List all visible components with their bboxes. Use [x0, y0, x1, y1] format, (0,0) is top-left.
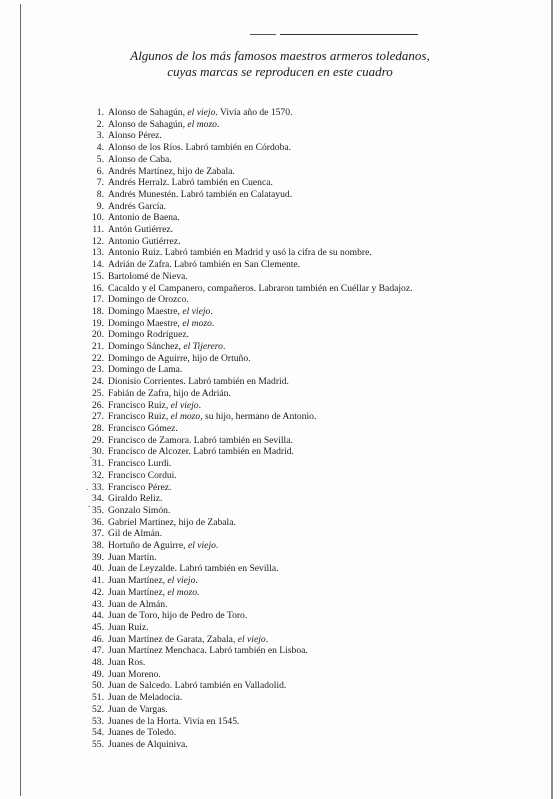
item-number: 32.	[92, 469, 104, 481]
item-text	[108, 353, 438, 365]
item-text	[108, 517, 438, 529]
item-epithet: el mozo	[187, 118, 217, 130]
item-text	[108, 119, 438, 131]
item-main-text: Juan Martínez Menchaca. Labró también en Lisboa.	[108, 645, 308, 657]
item-number: 42.	[92, 586, 104, 598]
item-main-text: Juan Martín.	[108, 551, 157, 563]
item-number: 27.	[92, 411, 104, 423]
list-item	[78, 212, 438, 224]
item-main-text: Cacaldo y el Campanero, compañeros. Labraron también en Cuéllar y Badajoz.	[108, 282, 413, 294]
item-main-text: Alonso de Sahagún,	[108, 107, 188, 118]
item-main-text: Fabián de Zafra, hijo de Adrián.	[108, 387, 231, 399]
item-text	[108, 482, 438, 494]
list-item	[78, 353, 438, 365]
item-main-text: Alonso Pérez.	[108, 130, 162, 142]
item-main-text: Gabriel Martínez, hijo de Zabala.	[108, 516, 236, 528]
top-rule	[280, 34, 418, 35]
item-epithet: el viejo	[187, 540, 216, 552]
item-text	[108, 364, 438, 376]
list-item	[78, 517, 438, 529]
list-item	[78, 154, 438, 166]
item-number: 8.	[96, 188, 104, 200]
item-number: 7.	[96, 177, 104, 189]
item-rest-text: .	[222, 341, 226, 353]
item-text	[108, 680, 438, 692]
list-item	[78, 411, 438, 423]
item-text	[108, 446, 438, 458]
item-main-text: Domingo de Aguirre, hijo de Ortuño.	[108, 352, 251, 364]
list-item	[78, 294, 438, 306]
item-text	[108, 423, 438, 435]
item-main-text: Gil de Almán.	[108, 528, 163, 540]
item-number: 34.	[92, 493, 104, 505]
item-number: 44.	[92, 610, 104, 622]
item-text	[108, 622, 438, 634]
document-heading	[60, 48, 500, 80]
list-item	[78, 306, 438, 318]
item-number: 1.	[96, 107, 104, 118]
item-number: 11.	[92, 224, 104, 236]
list-item	[78, 189, 438, 201]
item-text	[108, 388, 438, 400]
list-item	[78, 704, 438, 716]
item-main-text: Juan Ruiz.	[108, 621, 149, 633]
item-number: 39.	[92, 551, 104, 563]
item-main-text: Juan Moreno.	[108, 668, 161, 680]
item-main-text: Antonio de Baena.	[108, 212, 180, 224]
item-number: 18.	[92, 305, 104, 317]
heading-line-2: cuyas marcas se reproducen en este cuadro	[167, 64, 393, 79]
item-text	[108, 107, 438, 119]
item-text	[108, 645, 438, 657]
list-item	[78, 669, 438, 681]
item-rest-text: . Vivía año de 1570.	[215, 107, 293, 118]
list-item	[78, 130, 438, 142]
item-number: 31.	[92, 458, 104, 470]
item-main-text: Antonio Gutiérrez.	[108, 235, 181, 247]
item-text	[108, 411, 438, 423]
item-number: 35.	[92, 504, 104, 516]
item-number: 55.	[92, 738, 104, 750]
item-number: 2.	[96, 118, 104, 130]
item-number: 41.	[92, 575, 104, 587]
page-left-edge	[20, 4, 21, 796]
item-main-text: Andrés García.	[108, 200, 167, 212]
item-main-text: Juan de Leyzalde. Labró también en Sevilla.	[108, 563, 279, 575]
item-number: 10.	[92, 212, 104, 224]
item-text	[108, 201, 438, 213]
item-main-text: Antón Gutiérrez.	[108, 224, 174, 236]
item-text	[108, 224, 438, 236]
item-epithet: el Tijerero	[183, 341, 223, 353]
item-epithet: el viejo	[237, 633, 266, 645]
item-number: 6.	[96, 165, 104, 177]
item-text	[108, 599, 438, 611]
item-main-text: Juan Martínez,	[108, 575, 168, 587]
item-number: 33.	[92, 481, 104, 493]
list-item	[78, 107, 438, 119]
item-main-text: Francisco Cordui.	[108, 469, 177, 481]
item-text	[108, 669, 438, 681]
item-text	[108, 189, 438, 201]
item-main-text: Alonso de los Ríos. Labró también en Córdoba.	[108, 142, 292, 154]
list-item	[78, 680, 438, 692]
list-item	[78, 423, 438, 435]
list-item	[78, 201, 438, 213]
item-number: 29.	[92, 434, 104, 446]
list-item	[78, 283, 438, 295]
item-rest-text: .	[265, 633, 269, 645]
item-text	[108, 528, 438, 540]
item-text	[108, 236, 438, 248]
scan-speck	[90, 457, 92, 458]
item-text	[108, 294, 438, 306]
item-text	[108, 610, 438, 622]
list-item	[78, 716, 438, 728]
item-text	[108, 563, 438, 575]
item-main-text: Francisco Ruiz,	[108, 411, 171, 423]
item-main-text: Dionisio Corrientes. Labró también en Madrid.	[108, 376, 289, 388]
item-number: 14.	[92, 259, 104, 271]
list-item	[78, 177, 438, 189]
item-number: 53.	[92, 715, 104, 727]
item-main-text: Juanes de Alquiniva.	[108, 738, 188, 750]
list-item	[78, 435, 438, 447]
item-main-text: Domingo de Orozco.	[108, 294, 189, 306]
item-number: 46.	[92, 633, 104, 645]
item-main-text: Alonso de Caba.	[108, 153, 172, 165]
item-rest-text: .	[198, 399, 201, 411]
item-number: 21.	[92, 341, 104, 353]
item-number: 13.	[92, 247, 104, 259]
item-text	[108, 739, 438, 751]
list-item	[78, 563, 438, 575]
item-main-text: Juan Martínez de Garata, Zabala,	[108, 633, 238, 645]
list-item	[78, 493, 438, 505]
list-item	[78, 142, 438, 154]
item-main-text: Juan de Vargas.	[108, 703, 168, 715]
item-number: 17.	[92, 294, 104, 306]
item-main-text: Domingo Maestre,	[108, 317, 183, 329]
item-main-text: Francisco Ruiz,	[108, 399, 171, 411]
item-main-text: Juanes de Toledo.	[108, 727, 177, 739]
list-item	[78, 470, 438, 482]
item-number: 54.	[92, 727, 104, 739]
list-item	[78, 622, 438, 634]
armorers-list	[78, 107, 438, 751]
item-number: 9.	[96, 200, 104, 212]
item-rest-text: , su hijo, hermano de Antonio.	[200, 411, 317, 423]
item-text	[108, 341, 438, 353]
list-item	[78, 119, 438, 131]
item-number: 45.	[92, 621, 104, 633]
item-main-text: Domingo Maestre,	[108, 305, 183, 317]
item-number: 43.	[92, 598, 104, 610]
item-number: 30.	[92, 446, 104, 458]
list-item	[78, 657, 438, 669]
list-item	[78, 400, 438, 412]
item-main-text: Gonzalo Simón.	[108, 504, 171, 516]
item-number: 36.	[92, 516, 104, 528]
list-item	[78, 364, 438, 376]
item-text	[108, 540, 438, 552]
item-main-text: Hortuño de Aguirre,	[108, 540, 188, 552]
item-main-text: Andrés Martínez, hijo de Zabala.	[108, 165, 235, 177]
item-text	[108, 470, 438, 482]
item-main-text: Juan de Almán.	[108, 598, 168, 610]
item-main-text: Antonio Ruiz. Labró también en Madrid y usó la cifra de su nombre.	[108, 247, 372, 259]
item-epithet: el viejo	[170, 399, 199, 411]
list-item	[78, 329, 438, 341]
item-rest-text: .	[210, 305, 213, 317]
item-text	[108, 271, 438, 283]
item-main-text: Andrés Herralz. Labró también en Cuenca.	[108, 177, 273, 189]
item-text	[108, 552, 438, 564]
item-number: 19.	[92, 317, 104, 329]
item-main-text: Andrés Munestén. Labró también en Calatayud.	[108, 188, 293, 200]
item-text	[108, 283, 438, 295]
item-number: 40.	[92, 563, 104, 575]
item-number: 51.	[92, 692, 104, 704]
item-number: 24.	[92, 376, 104, 388]
item-text	[108, 435, 438, 447]
item-number: 49.	[92, 668, 104, 680]
item-number: 15.	[92, 270, 104, 282]
item-text	[108, 259, 438, 271]
heading-line-1: Algunos de los más famosos maestros armeros toledanos,	[130, 48, 430, 63]
item-text	[108, 154, 438, 166]
item-rest-text: .	[215, 540, 219, 552]
item-main-text: Francisco Pérez.	[108, 481, 172, 493]
item-main-text: Juan Martínez,	[108, 586, 168, 598]
item-main-text: Francisco de Zamora. Labró también en Sevilla.	[108, 434, 293, 446]
item-text	[108, 306, 438, 318]
item-text	[108, 376, 438, 388]
item-number: 20.	[92, 329, 104, 341]
list-item	[78, 540, 438, 552]
item-main-text: Juan de Salcedo. Labró también en Valladolid.	[108, 680, 287, 692]
item-rest-text: .	[197, 586, 200, 598]
item-text	[108, 458, 438, 470]
list-item	[78, 166, 438, 178]
item-text	[108, 130, 438, 142]
item-main-text: Juanes de la Horta. Vivía en 1545.	[108, 715, 240, 727]
list-item	[78, 575, 438, 587]
item-text	[108, 212, 438, 224]
list-item	[78, 552, 438, 564]
item-rest-text: .	[216, 118, 220, 130]
item-main-text: Bartolomé de Nieva.	[108, 270, 188, 282]
list-item	[78, 247, 438, 259]
item-number: 47.	[92, 645, 104, 657]
item-text	[108, 493, 438, 505]
list-item	[78, 587, 438, 599]
item-main-text: Adrián de Zafra. Labró también en San Clemente.	[108, 259, 301, 271]
item-number: 23.	[92, 364, 104, 376]
item-number: 28.	[92, 422, 104, 434]
item-text	[108, 634, 438, 646]
list-item	[78, 505, 438, 517]
item-number: 37.	[92, 528, 104, 540]
list-item	[78, 739, 438, 751]
list-item	[78, 645, 438, 657]
top-rule-fragment	[250, 34, 276, 35]
item-main-text: Giraldo Reliz.	[108, 493, 163, 505]
list-item	[78, 388, 438, 400]
item-text	[108, 587, 438, 599]
item-text	[108, 704, 438, 716]
scan-speck	[88, 506, 90, 507]
list-item	[78, 259, 438, 271]
item-text	[108, 727, 438, 739]
item-rest-text: .	[211, 317, 215, 329]
list-item	[78, 458, 438, 470]
item-main-text: Juan de Meladocia.	[108, 692, 183, 704]
item-rest-text: .	[195, 575, 198, 587]
item-text	[108, 400, 438, 412]
item-main-text: Juan Ros.	[108, 657, 146, 669]
item-number: 12.	[92, 235, 104, 247]
item-epithet: el viejo	[182, 305, 211, 317]
item-main-text: Francisco de Alcozer. Labró también en Madrid.	[108, 446, 294, 458]
item-main-text: Francisco Lurdi.	[108, 458, 172, 470]
list-item	[78, 692, 438, 704]
item-number: 26.	[92, 399, 104, 411]
list-item	[78, 482, 438, 494]
item-text	[108, 505, 438, 517]
item-epithet: el viejo	[167, 575, 196, 587]
item-epithet: el viejo	[187, 107, 216, 118]
item-number: 38.	[92, 540, 104, 552]
list-item	[78, 446, 438, 458]
item-text	[108, 657, 438, 669]
item-main-text: Francisco Gómez.	[108, 422, 178, 434]
item-text	[108, 692, 438, 704]
item-epithet: el mozo	[182, 317, 212, 329]
item-number: 48.	[92, 657, 104, 669]
item-main-text: Domingo Sánchez,	[108, 341, 184, 353]
list-item	[78, 610, 438, 622]
item-epithet: el mozo	[170, 411, 201, 423]
item-number: 25.	[92, 387, 104, 399]
list-item	[78, 318, 438, 330]
item-main-text: Domingo Rodríguez.	[108, 329, 190, 341]
item-number: 3.	[96, 130, 104, 142]
list-item	[78, 236, 438, 248]
list-item	[78, 528, 438, 540]
scan-speck	[86, 489, 88, 490]
item-epithet: el mozo	[167, 586, 197, 598]
list-item	[78, 599, 438, 611]
item-text	[108, 177, 438, 189]
list-item	[78, 634, 438, 646]
item-main-text: Alonso de Sahagún,	[108, 118, 188, 130]
item-text	[108, 318, 438, 330]
list-item	[78, 727, 438, 739]
item-text	[108, 575, 438, 587]
list-item	[78, 376, 438, 388]
item-text	[108, 247, 438, 259]
item-main-text: Juan de Toro, hijo de Pedro de Toro.	[108, 610, 248, 622]
item-number: 5.	[96, 153, 104, 165]
item-number: 50.	[92, 680, 104, 692]
item-number: 22.	[92, 352, 104, 364]
list-item	[78, 341, 438, 353]
item-text	[108, 329, 438, 341]
item-text	[108, 142, 438, 154]
list-item	[78, 224, 438, 236]
item-number: 16.	[92, 282, 104, 294]
item-main-text: Domingo de Lama.	[108, 364, 183, 376]
item-number: 52.	[92, 703, 104, 715]
page-right-edge	[551, 0, 553, 799]
item-number: 4.	[96, 142, 104, 154]
list-item	[78, 271, 438, 283]
item-text	[108, 716, 438, 728]
item-text	[108, 166, 438, 178]
